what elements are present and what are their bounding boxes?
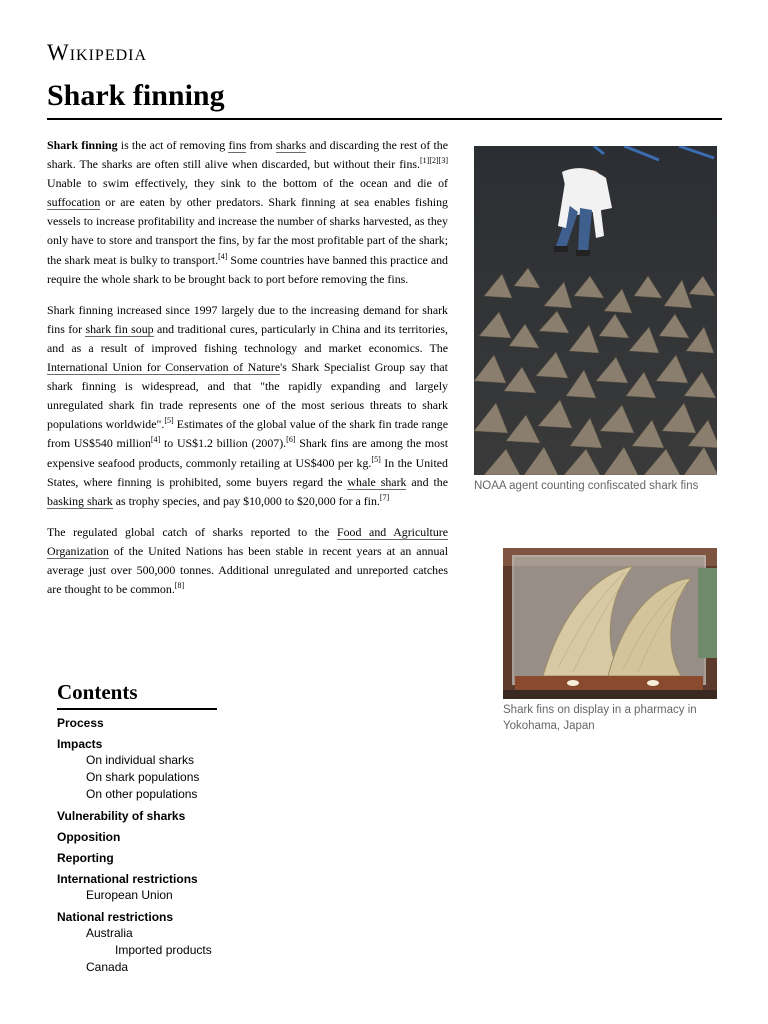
text: In the United States, where finning is prohibited, some buyers regard the	[47, 455, 448, 489]
figure-caption: Shark fins on display in a pharmacy in Yokohama, Japan	[503, 704, 697, 732]
text: is the act of removing	[117, 138, 229, 152]
citation-ref[interactable]: [5]	[371, 454, 381, 464]
text: The regulated global catch of sharks reported to the	[47, 524, 337, 539]
toc-item-process[interactable]: Process	[57, 716, 104, 730]
text: Estimates of the global value of the shark fin trade range from US$540 million	[47, 417, 448, 451]
paragraph-1	[47, 136, 448, 289]
toc-item-reporting[interactable]: Reporting	[57, 851, 114, 865]
text: and the	[406, 474, 448, 489]
toc-item-international-restrictions[interactable]: International restrictions	[57, 872, 198, 886]
citation-ref[interactable]: [4]	[218, 251, 228, 261]
paragraph-2	[47, 301, 448, 511]
text: Shark finning increased since 1997 largely due to the increasing demand for shark fins for	[47, 302, 448, 336]
term-bold: Shark finning	[47, 138, 118, 152]
link-shark-fin-soup[interactable]: shark fin soup	[85, 321, 154, 336]
citation-ref[interactable]: [5]	[164, 416, 174, 426]
table-of-contents	[57, 680, 217, 976]
text: as trophy species, and pay $10,000 to $20,000 for a fin.	[112, 493, 380, 508]
text: from	[246, 138, 276, 152]
link-fao[interactable]: Food and Agriculture Organization	[47, 524, 448, 558]
toc-item-opposition[interactable]: Opposition	[57, 830, 121, 844]
citation-ref[interactable]: [6]	[286, 435, 296, 445]
text: or are eaten by other predators. Shark finning at sea enables fishing vessels to increase profitability and increase the number of sharks harvested, as they only have to store and transport the fins, by far the most profitable part of the shark; the shark meat is bulky to transport.	[47, 195, 448, 267]
link-fins[interactable]: fins	[228, 138, 247, 152]
wikipedia-logo[interactable]: Wikipedia	[47, 40, 148, 65]
link-iucn[interactable]: International Union for Conservation of Nature	[47, 360, 281, 375]
citation-ref[interactable]: [1]	[420, 156, 430, 166]
citation-ref[interactable]: [4]	[150, 435, 161, 445]
citation-ref[interactable]: [3]	[438, 156, 448, 166]
toc-item-on-individual-sharks[interactable]: On individual sharks	[86, 753, 195, 767]
text: 's Shark Specialist Group say that shark finning is widespread, and that "the rapidly expanding and largely unregulated shark fin trade represents one of the most serious threats to shark populations worldwide".	[47, 360, 448, 432]
toc-item-vulnerability[interactable]: Vulnerability of sharks	[57, 809, 186, 823]
citation-ref[interactable]: [7]	[379, 492, 390, 502]
link-whale-shark[interactable]: whale shark	[347, 474, 407, 489]
figure-pharmacy	[503, 548, 717, 734]
text: and traditional cures, particularly in China and its territories, and as a result of improved fishing technology and market economics. The	[47, 321, 449, 355]
toc-item-on-other-populations[interactable]: On other populations	[86, 787, 198, 801]
figure-noaa	[474, 146, 717, 494]
text: to US$1.2 billion (2007).	[160, 436, 287, 451]
text: of the United Nations has been stable in recent years at an annual average just over 500,000 tonnes. Additional unregulated and unreported catches are thought to be common.	[47, 543, 448, 597]
article-body	[47, 136, 448, 611]
page-title: Shark finning	[47, 76, 722, 120]
toc-item-canada[interactable]: Canada	[86, 960, 129, 974]
toc-item-european-union[interactable]: European Union	[86, 888, 173, 902]
toc-item-national-restrictions[interactable]: National restrictions	[57, 910, 174, 924]
link-basking-shark[interactable]: basking shark	[47, 493, 113, 508]
text: Unable to swim effectively, they sink to the bottom of the ocean and die of	[47, 176, 448, 191]
toc-item-imported-products[interactable]: Imported products	[115, 943, 212, 957]
photo-noaa-agent-fins[interactable]	[474, 146, 717, 475]
toc-item-on-shark-populations[interactable]: On shark populations	[86, 770, 200, 784]
toc-list	[57, 715, 217, 976]
toc-title: Contents	[57, 680, 217, 710]
citation-ref[interactable]: [8]	[174, 581, 185, 591]
link-sharks[interactable]: sharks	[275, 138, 307, 152]
figure-caption: NOAA agent counting confiscated shark fins	[474, 480, 699, 492]
text: Shark fins are among the most expensive seafood products, commonly retailing at US$400 per kg.	[47, 436, 448, 470]
link-suffocation[interactable]: suffocation	[47, 195, 101, 210]
toc-item-impacts[interactable]: Impacts	[57, 737, 103, 751]
text: Some countries have banned this practice and require the whole shark to be brought back to port before removing the fins.	[47, 252, 449, 286]
citation-ref[interactable]: [2]	[429, 156, 439, 166]
toc-item-australia[interactable]: Australia	[86, 926, 133, 940]
photo-pharmacy-shark-fins[interactable]	[503, 548, 717, 699]
paragraph-3	[47, 523, 448, 599]
text: and discarding the rest of the shark. The sharks are often still alive when discarded, but without their fins.	[47, 138, 449, 172]
